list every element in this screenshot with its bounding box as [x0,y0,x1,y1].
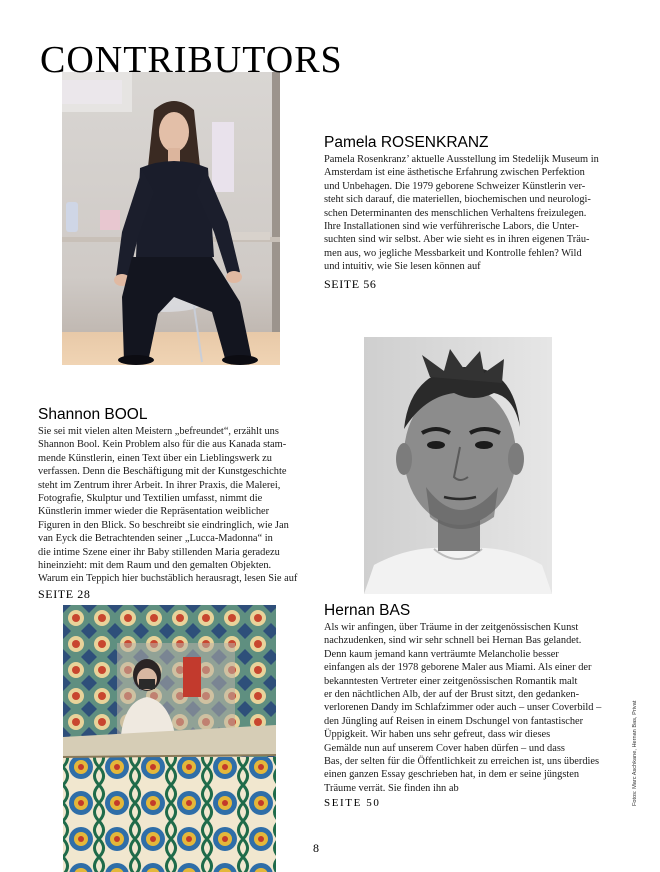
bool-photo [63,605,276,872]
contributor-bio-bool [38,425,297,586]
page-title: CONTRIBUTORS [40,39,343,81]
bio-line: mende Künstlerin, einen Text über ein Lieblingswerk zu [38,452,272,464]
contributor-bio-rosenkranz [324,153,599,274]
contributor-name-bool: Shannon BOOL [38,406,148,423]
rosenkranz-photo-image [62,72,280,365]
bas-photo-image [364,337,552,594]
bio-line: hineinzieht: mit dem Raum und den gemalten Objekten. [38,560,272,572]
bio-line: Als wir anfingen, über Träume in der zeitgenössischen Kunst [324,622,579,633]
bio-line: steht sich darauf, die materiellen, biochemischen und neurologi- [324,194,591,206]
bio-line: einen ganzen Essay geschrieben hat, in dem er seine jüngsten [324,769,580,781]
bio-line: einfangen als der 1978 geborene Maler aus Miami. Als einer der [324,662,592,674]
bas-photo [364,337,552,594]
bio-line: und Unbehagen. Die 1979 geborene Schweizer Künstlerin ver- [324,180,586,192]
bio-line: Fotografie, Skulptur und Textilien umfasst, nimmt die [38,493,263,505]
bio-line: den Jüngling auf Reisen in einem Dschungel von fantastischer [324,715,584,727]
bio-line: und intuitiv, wie Sie lesen können auf [324,261,481,273]
bio-line: Amsterdam ist eine ästhetische Erfahrung zwischen Perfektion [324,167,585,179]
bio-line: men aus, wo jegliche Messbarkeit und Kontrolle fehlen? Wild [324,247,582,259]
bio-line: van Eyck die Betrachtenden seiner „Lucca-Madonna“ in [38,533,273,545]
bio-line: suchten sind wir selbst. Aber wie sieht es in ihren eigenen Träu- [324,234,590,246]
bio-line: Künstlerin immer wieder die Repräsentation weiblicher [38,506,270,518]
page-reference-rosenkranz: SEITE 56 [324,277,377,291]
contributor-name-bas: Hernan BAS [324,602,411,619]
bio-line: schen Determinanten des menschlichen Verhaltens freizulegen. [324,207,587,219]
bio-line: Träume verrät. Sie finden ihn ab [324,782,459,794]
bio-line: Bas, der selten für die Öffentlichkeit zu erreichen ist, uns überdies [324,756,600,768]
bio-line: Gemälde nun auf unserem Cover haben dürfen – und dass [324,742,565,754]
bio-line: Pamela Rosenkranz’ aktuelle Ausstellung im Stedelijk Museum in [324,154,599,165]
page-number: 8 [313,841,319,855]
photo-credit: Fotos: Marc Aschkane, Hernan Bas, Privat [632,700,638,806]
bio-line: Shannon Bool. Kein Problem also für die aus Kanada stam- [38,439,287,451]
contributor-name-rosenkranz: Pamela ROSENKRANZ [324,134,489,151]
bio-line: Üppigkeit. Wir haben uns sehr gefreut, dass wir dieses [324,729,551,741]
bio-line: die intime Szene einer ihr Baby stillenden Maria geradezu [38,546,280,558]
bio-line: Sie sei mit vielen alten Meistern „befreundet“, erzählt uns [38,426,279,437]
bio-line: Figuren in den Blick. So beschreibt sie eindringlich, wie Jan [38,519,289,531]
bio-line: Warum ein Teppich hier buchstäblich herausragt, lesen Sie auf [38,573,298,585]
bool-photo-image [63,605,276,872]
bio-line: Ihre Installationen sind wie verführerische Labors, die Unter- [324,221,579,233]
contributor-bio-bas [324,621,601,795]
bio-line: verlorenen Dandy im Schlafzimmer oder auch – unser Coverbild – [324,702,602,714]
bio-line: Denn kaum jemand kann verträumte Melancholie besser [324,648,559,660]
bio-line: steht im Zentrum ihrer Arbeit. In ihrer Praxis, die Malerei, [38,479,281,491]
bio-line: nachzudenken, sind wir sehr schnell bei Hernan Bas gelandet. [324,635,582,647]
page-reference-bool: SEITE 28 [38,587,91,601]
rosenkranz-photo [62,72,280,365]
page-reference-bas: SEITE 50 [324,797,381,809]
bio-line: verfassen. Denn die Beschäftigung mit der Kunstgeschichte [38,466,287,478]
bio-line: er den nächtlichen Alb, der auf der Brust sitzt, den gedanken- [324,689,580,701]
bio-line: bekanntesten Vertreter einer zeitgenössischen Romantik malt [324,675,578,687]
